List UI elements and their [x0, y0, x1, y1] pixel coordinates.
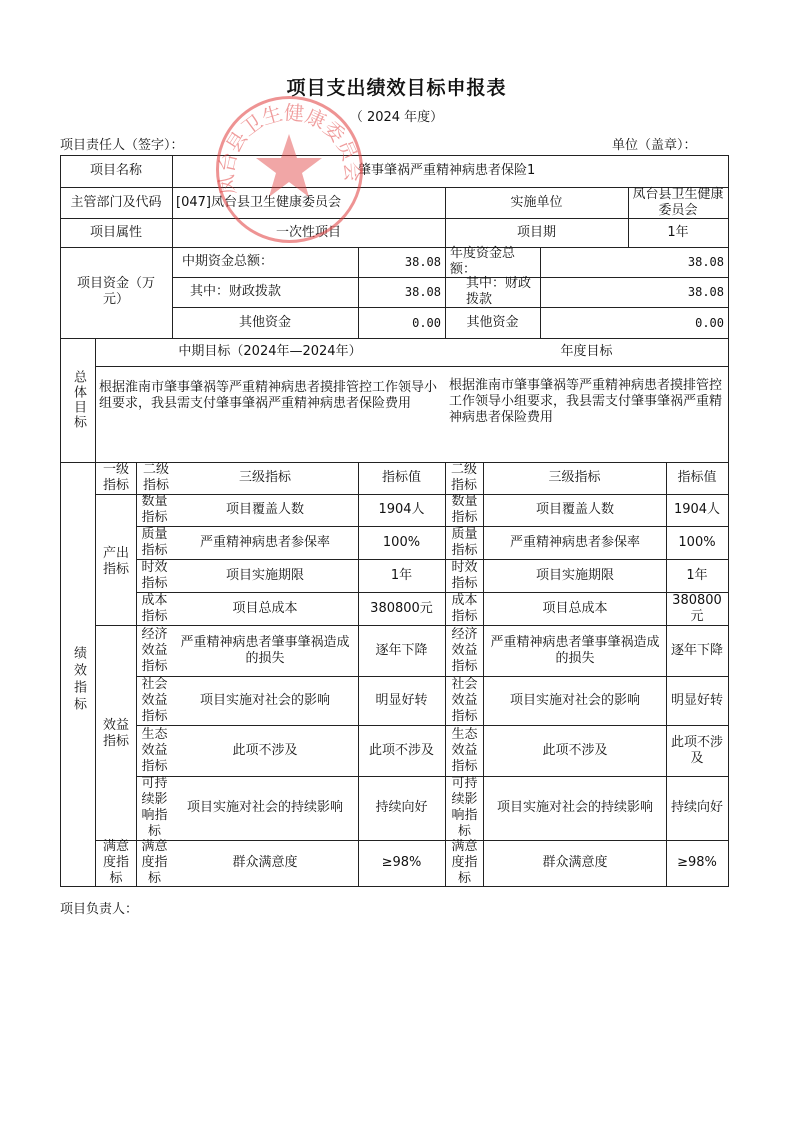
mid-goal-header: 中期目标（2024年—2024年） [178, 344, 362, 359]
mid-other-value: 0.00 [412, 315, 441, 330]
level2-cell-year: 时效指标 [451, 559, 478, 591]
perf-indicator-label: 绩效指标 [71, 646, 86, 714]
level2-cell: 时效指标 [141, 559, 168, 591]
year-total-label: 年度资金总额： [450, 246, 516, 277]
mid-total-label: 中期资金总额： [182, 254, 274, 269]
project-period-label: 项目期 [516, 224, 556, 240]
value-cell: 1年 [390, 567, 413, 583]
level3-cell: 项目总成本 [232, 600, 298, 616]
year-line: （ 2024 年度） [349, 110, 444, 125]
project-period-value: 1年 [667, 224, 689, 240]
value-cell: 100% [382, 534, 421, 550]
level3-cell: 群众满意度 [232, 855, 298, 870]
level2-cell: 可持续影响指标 [141, 776, 168, 839]
project-leader-label: 项目负责人： [60, 902, 139, 917]
value-header-year: 指标值 [677, 470, 717, 485]
overall-goal-label: 总体目标 [71, 370, 86, 430]
value-cell: 明显好转 [375, 692, 428, 708]
value-cell: 逐年下降 [375, 642, 428, 658]
level2-cell: 生态效益指标 [141, 726, 168, 774]
output-indicator-group: 产出指标 [102, 546, 129, 577]
value-cell-year: 1904人 [673, 502, 721, 517]
project-name-value: 肇事肇祸严重精神病患者保险1 [358, 163, 536, 178]
value-cell-year: 持续向好 [670, 800, 723, 815]
project-name-label: 项目名称 [89, 163, 142, 178]
level1-header: 一级指标 [102, 462, 129, 493]
responsible-signature-label: 项目责任人（签字）： [60, 138, 184, 153]
level2-cell: 满意度指标 [141, 839, 168, 886]
level3-cell: 项目实施期限 [225, 567, 304, 583]
year-goal-header: 年度目标 [560, 344, 613, 359]
level2-cell-year: 质量指标 [451, 526, 478, 558]
mid-total-value: 38.08 [404, 255, 441, 269]
impl-unit-value: 凤台县卫生健康委员会 [632, 186, 724, 218]
level2-cell: 质量指标 [141, 526, 168, 558]
level3-cell-year: 项目实施期限 [535, 567, 614, 583]
year-total-value: 38.08 [687, 255, 724, 269]
level2-cell-year: 可持续影响指标 [451, 776, 478, 839]
dept-code-value: [047]凤台县卫生健康委员会 [176, 194, 341, 210]
level3-header-year: 三级指标 [548, 470, 601, 485]
level3-cell-year: 项目覆盖人数 [535, 502, 614, 517]
year-other-value: 0.00 [695, 315, 724, 330]
unit-seal-label: 单位（盖章）： [612, 138, 697, 153]
level3-header: 三级指标 [238, 470, 291, 485]
value-cell: 此项不涉及 [368, 742, 434, 758]
level3-cell: 项目实施对社会的持续影响 [186, 800, 343, 815]
level3-cell-year: 严重精神病患者肇事肇祸造成的损失 [490, 634, 660, 666]
project-attr-value: 一次性项目 [275, 224, 341, 240]
value-cell: ≥98% [381, 855, 422, 870]
value-cell: 持续向好 [375, 800, 428, 815]
value-cell-year: 逐年下降 [670, 642, 723, 658]
project-funds-label: 项目资金（万元） [76, 276, 155, 307]
mid-goal-text: 根据淮南市肇事肇祸等严重精神病患者摸排管控工作领导小组要求，我县需支付肇事肇祸严重精神病患者保险费用 [99, 380, 438, 411]
level2-cell: 经济效益指标 [141, 626, 168, 674]
satisfaction-indicator-group: 满意度指标 [102, 839, 129, 886]
level3-cell-year: 项目实施对社会的持续影响 [496, 800, 653, 815]
level3-cell-year: 群众满意度 [542, 855, 608, 870]
level2-header-year: 二级指标 [450, 462, 477, 493]
impl-unit-label: 实施单位 [510, 194, 563, 210]
level3-cell: 项目实施对社会的影响 [199, 692, 330, 708]
project-attr-label: 项目属性 [89, 224, 142, 240]
level2-cell: 成本指标 [141, 592, 168, 624]
value-cell-year: 380800元 [672, 592, 722, 624]
level2-cell-year: 数量指标 [451, 494, 478, 525]
level3-cell: 项目覆盖人数 [225, 502, 304, 517]
level2-cell: 社会效益指标 [141, 676, 168, 724]
value-cell: 1904人 [378, 502, 425, 517]
mid-fiscal-value: 38.08 [404, 285, 441, 299]
level3-cell-year: 此项不涉及 [542, 742, 608, 758]
value-cell-year: ≥98% [677, 855, 717, 870]
level2-cell-year: 生态效益指标 [451, 726, 478, 774]
level2-cell-year: 满意度指标 [451, 839, 478, 886]
level2-cell-year: 经济效益指标 [451, 626, 478, 674]
year-fiscal-label: 其中：财政拨款 [466, 276, 532, 307]
value-header: 指标值 [381, 470, 421, 485]
level2-cell-year: 成本指标 [451, 592, 478, 624]
value-cell-year: 100% [678, 534, 716, 550]
value-cell-year: 此项不涉及 [670, 734, 723, 766]
official-seal-icon [212, 92, 367, 247]
level3-cell: 严重精神病患者肇事肇祸造成的损失 [180, 634, 350, 666]
level2-cell: 数量指标 [141, 494, 168, 525]
level3-cell: 此项不涉及 [232, 742, 298, 758]
value-cell: 380800元 [370, 600, 433, 616]
mid-fiscal-label: 其中：财政拨款 [190, 284, 282, 299]
value-cell-year: 明显好转 [670, 692, 723, 708]
year-fiscal-value: 38.08 [687, 285, 724, 299]
svg-text:凤台县卫生健康委员会: 凤台县卫生健康委员会 [213, 100, 365, 197]
year-goal-text: 根据淮南市肇事肇祸等严重精神病患者摸排管控工作领导小组要求，我县需支付肇事肇祸严重精神病患者保险费用 [449, 378, 723, 425]
document-title: 项目支出绩效目标申报表 [286, 77, 507, 99]
value-cell-year: 1年 [686, 567, 708, 583]
benefit-indicator-group: 效益指标 [102, 718, 129, 749]
level2-header: 二级指标 [142, 462, 169, 493]
level2-cell-year: 社会效益指标 [451, 676, 478, 724]
level3-cell: 严重精神病患者参保率 [199, 534, 330, 550]
level3-cell-year: 严重精神病患者参保率 [509, 534, 640, 550]
mid-other-label: 其他资金 [238, 314, 291, 330]
level3-cell-year: 项目总成本 [542, 600, 608, 616]
dept-code-label: 主管部门及代码 [70, 194, 162, 210]
level3-cell-year: 项目实施对社会的影响 [509, 692, 640, 708]
year-other-label: 其他资金 [466, 314, 519, 330]
